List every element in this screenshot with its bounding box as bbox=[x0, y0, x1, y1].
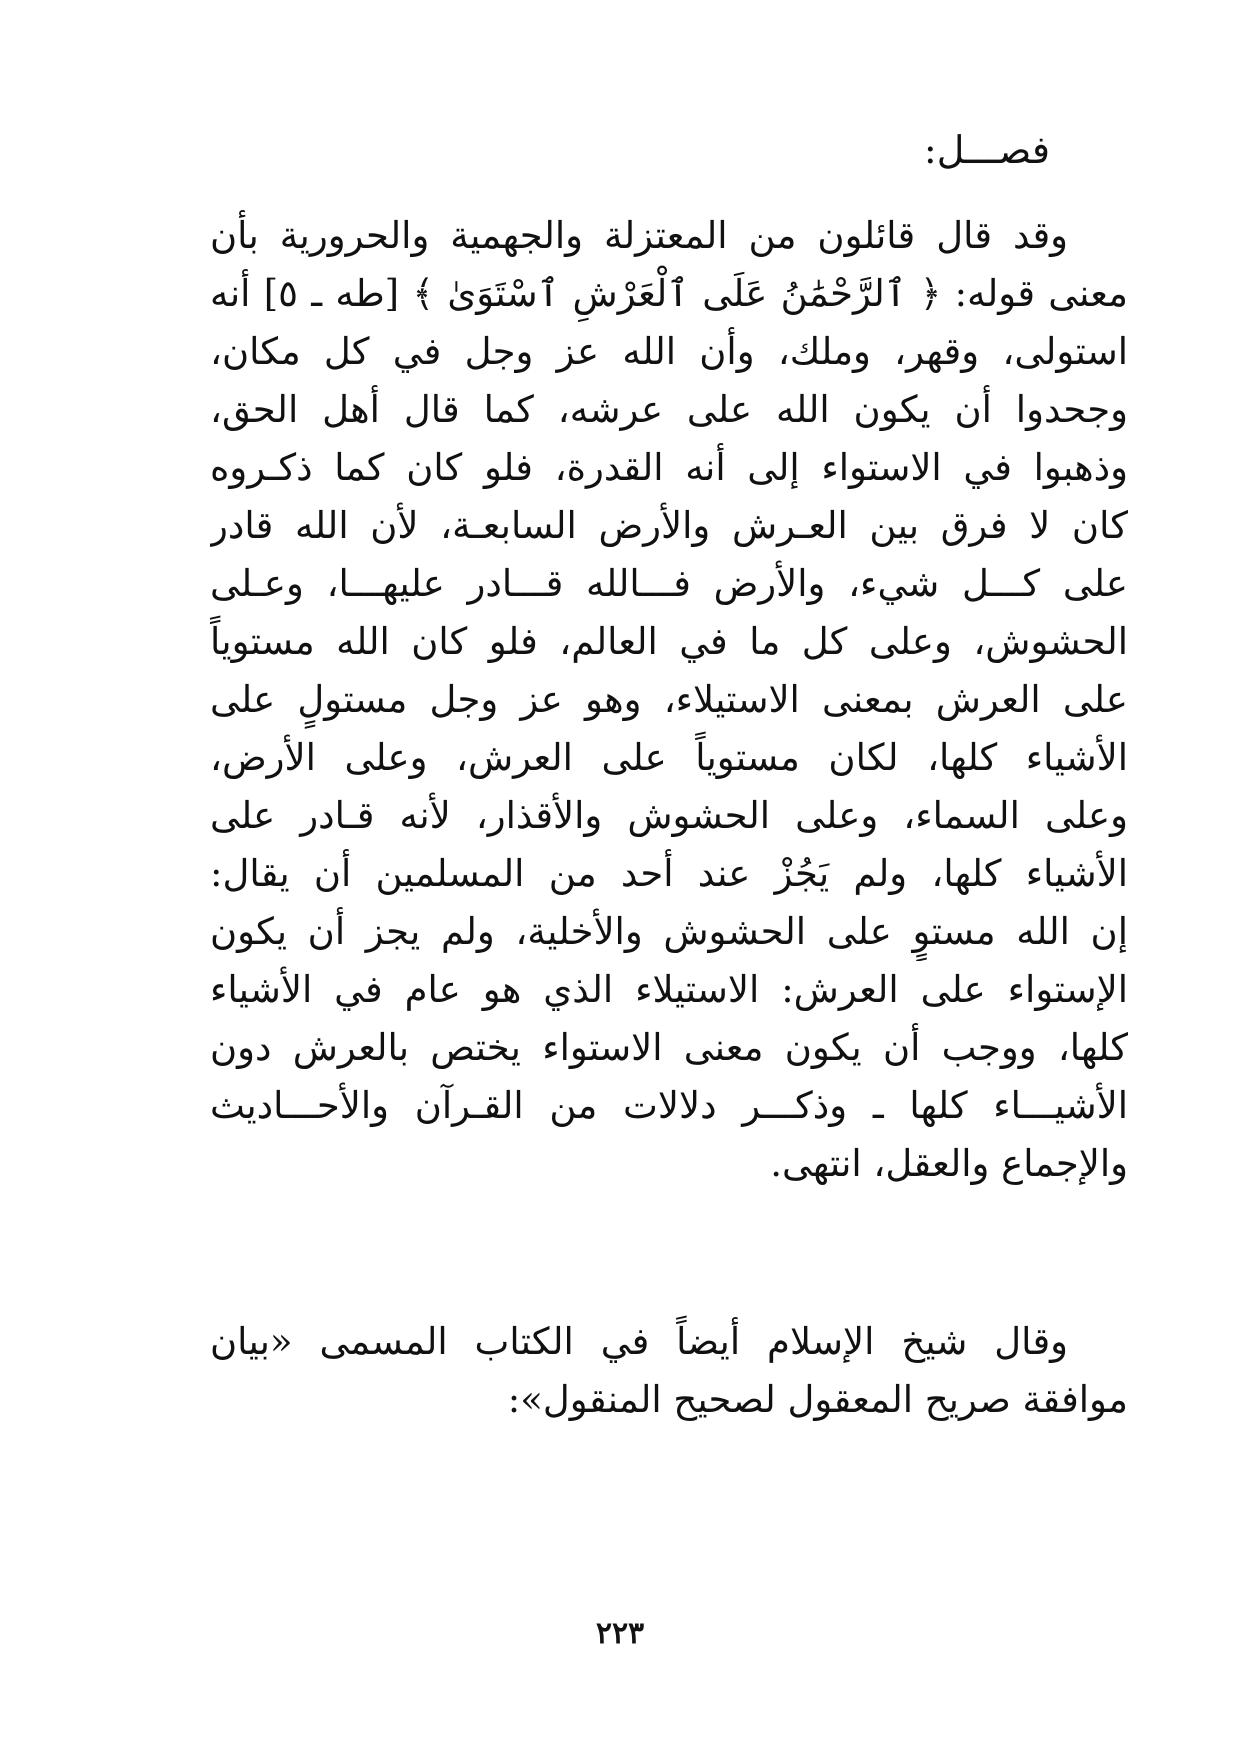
text-line: على العرش بمعنى الاستيلاء، وهو عز وجل مستولٍ على bbox=[210, 678, 1128, 721]
paragraph-1 bbox=[210, 207, 1128, 1193]
page-number: ٢٢٣ bbox=[595, 1616, 645, 1651]
text-line: الأشياء كلها، ولم يَجُزْ عند أحد من المسلمين أن يقال: bbox=[210, 852, 1128, 895]
text-line: الأشيـــاء كلها ـ وذكـــر دلالات من القـرآن والأحـــاديث bbox=[210, 1084, 1128, 1127]
text-line: وجحدوا أن يكون الله على عرشه، كما قال أهل الحق، bbox=[210, 388, 1128, 431]
text-line: وعلى السماء، وعلى الحشوش والأقذار، لأنه قـادر على bbox=[210, 794, 1128, 837]
text-line: وقال شيخ الإسلام أيضاً في الكتاب المسمى «بيان bbox=[210, 1320, 1068, 1363]
text-line: استولى، وقهر، وملك، وأن الله عز وجل في كل مكان، bbox=[210, 330, 1128, 373]
text-line: والإجماع والعقل، انتهى. bbox=[770, 1142, 1128, 1185]
section-heading: فصـــل: bbox=[923, 128, 1050, 172]
text-line: وقد قال قائلون من المعتزلة والجهمية والحرورية بأن bbox=[210, 214, 1068, 257]
paragraph-2 bbox=[210, 1313, 1128, 1429]
text-line-quran-verse: معنى قوله: ﴿ ٱلرَّحْمَٰنُ عَلَى ٱلْعَرْشِ ٱسْتَوَىٰ ﴾ [طه ـ ٥] أنه bbox=[210, 272, 1128, 315]
text-line: الإستواء على العرش: الاستيلاء الذي هو عام في الأشياء bbox=[210, 968, 1128, 1011]
text-line: على كـــل شيء، والأرض فـــالله قـــادر عليهـــا، وعـلى bbox=[210, 562, 1128, 605]
text-line: موافقة صريح المعقول لصحيح المنقول»: bbox=[507, 1378, 1128, 1421]
text-line: الأشياء كلها، لكان مستوياً على العرش، وعلى الأرض، bbox=[210, 736, 1128, 779]
text-line: وذهبوا في الاستواء إلى أنه القدرة، فلو كان كما ذكـروه bbox=[210, 446, 1128, 489]
text-line: إن الله مستوٍ على الحشوش والأخلية، ولم يجز أن يكون bbox=[210, 910, 1128, 953]
text-line: كلها، ووجب أن يكون معنى الاستواء يختص بالعرش دون bbox=[210, 1026, 1128, 1069]
text-line: الحشوش، وعلى كل ما في العالم، فلو كان الله مستوياً bbox=[210, 620, 1128, 663]
text-line: كان لا فرق بين العـرش والأرض السابعـة، لأن الله قادر bbox=[210, 504, 1128, 547]
